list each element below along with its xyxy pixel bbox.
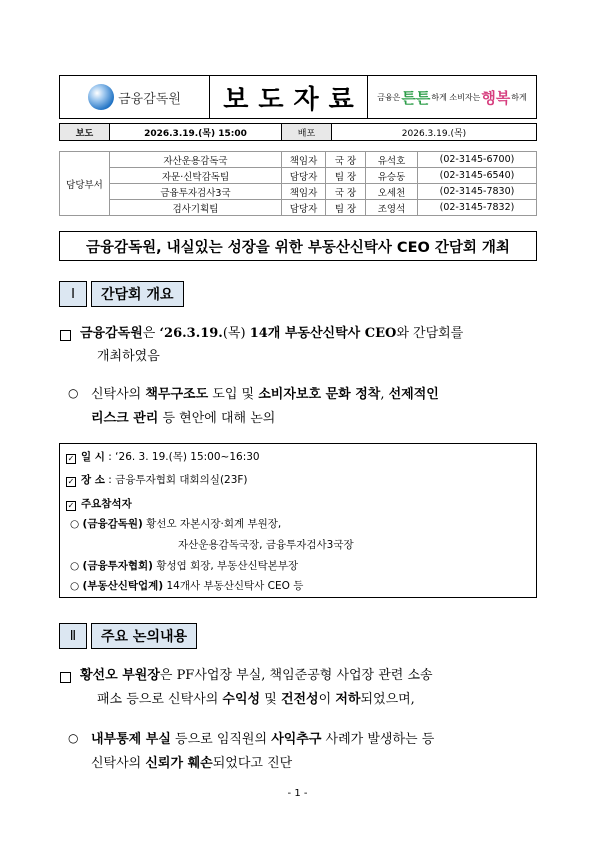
circle-bullet-icon: ○ [70,560,80,572]
slogan: 금융은 튼튼 하게 소비자는 행복 하게 [377,88,527,107]
attendee-item: ○ (금융투자협회) 황성엽 회장, 부동산신탁본부장 [70,560,299,572]
paragraph-continued: 리스크 관리 등 현안에 대해 논의 [91,411,276,426]
section-title: 간담회 개요 [91,281,184,307]
paragraph: 금융감독원은 ‘26.3.19.(목) 14개 부동산신탁사 CEO와 간담회를 [80,326,464,341]
circle-bullet-icon: ○ [68,386,79,400]
dist-date: 2026.3.19.(목) [332,124,537,141]
meeting-details-box [59,443,537,598]
detail-date: ✓ 일 시 : ‘26. 3. 19.(목) 15:00~16:30 [67,451,260,463]
paragraph-continued: 개최하였음 [97,349,160,364]
section-number: Ⅱ [59,623,87,649]
paragraph: 신탁사의 책무구조도 도입 및 소비자보호 문화 정착, 선제적인 [91,387,439,402]
checkbox-icon: ✓ [67,477,75,486]
org-logo [60,76,210,118]
checkbox-icon: ✓ [67,501,75,510]
paragraph-continued: 신탁사의 신뢰가 훼손되었다고 진단 [91,756,293,771]
org-name: 금융감독원 [118,91,181,107]
circle-bullet-icon: ○ [68,731,79,745]
slogan-word-2: 행복 [481,88,511,107]
paragraph: 황선오 부원장은 PF사업장 부실, 책임준공형 사업장 관련 소송 [80,668,433,683]
attendee-item-continued: 자산운용감독국장, 금융투자검사3국장 [178,539,354,551]
circle-bullet-icon: ○ [70,518,80,530]
fss-logo-icon [88,84,114,110]
report-date: 2026.3.19.(목) 15:00 [110,124,282,141]
detail-attendees-label: ✓ 주요참석자 [67,498,132,510]
checkbox-icon: ✓ [67,454,75,463]
detail-place: ✓ 장 소 : 금융투자협회 대회의실(23F) [67,474,248,486]
paragraph-continued: 패소 등으로 신탁사의 수익성 및 건전성이 저하되었으며, [97,692,415,707]
circle-bullet-icon: ○ [70,580,80,592]
section-1-header [59,281,184,307]
doc-type-title: 보도자료 [210,76,368,118]
dept-contact-table: 담당부서 자산운용감독국 책임자 국 장 유석호 (02-3145-6700) 자문·신탁감독팀 담당자 팀 장 유승동 (02-3145-6540) 금융투자검사3국 책임자 국 장 오세천 (02-3145-7830) 검사기획팀 담당자 팀 장 조영석 (02-3145-7832) [59,151,537,216]
headline: 금융감독원, 내실있는 성장을 위한 부동산신탁사 CEO 간담회 개최 [59,231,537,261]
press-header [59,75,537,119]
section-2-header [59,623,197,649]
paragraph: 내부통제 부실 등으로 임직원의 사익추구 사례가 발생하는 등 [91,732,435,747]
dist-label: 배포 [282,124,332,141]
square-bullet-icon [60,330,71,341]
section-title: 주요 논의내용 [91,623,197,649]
page-number: - 1 - [287,788,308,799]
slogan-word-1: 튼튼 [401,88,431,107]
dept-label: 담당부서 [60,152,110,216]
section-number: Ⅰ [59,281,87,307]
report-label: 보도 [60,124,110,141]
release-info-table [59,123,537,141]
attendee-item: ○ (부동산신탁업계) 14개사 부동산신탁사 CEO 등 [70,580,304,592]
attendee-item: ○ (금융감독원) 황선오 자본시장·회계 부원장, [70,518,282,530]
square-bullet-icon [60,672,71,683]
